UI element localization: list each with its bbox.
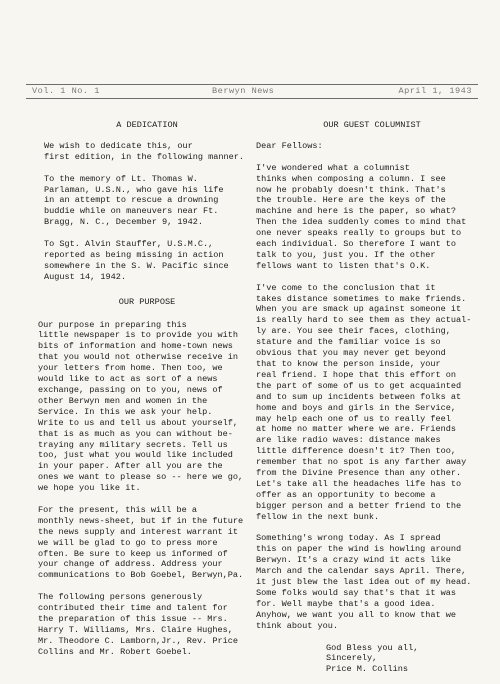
right-column bbox=[256, 120, 478, 675]
signoff: God Bless you all, Sincerely, Price M. Collins bbox=[326, 642, 419, 675]
guest-paragraph-3: Something's wrong today. As I spread this on paper the wind is howling around Berwyn. It's a crazy wind it acts like March and the calendar says April. There, it just blew the last idea out of my head. Some folks would say that's that it was for. Well maybe that's a good idea. Anyhow, we want you all to know that we think about you. bbox=[256, 533, 472, 631]
dedication-heading: A DEDICATION bbox=[116, 120, 178, 130]
purpose-heading: OUR PURPOSE bbox=[118, 296, 176, 307]
guest-columnist-heading: OUR GUEST COLUMNIST bbox=[323, 120, 421, 130]
masthead-bottom-rule bbox=[26, 98, 478, 99]
dedication-intro: We wish to dedicate this, our first edition, in the following manner. bbox=[44, 140, 245, 162]
masthead bbox=[26, 84, 478, 98]
purpose-paragraph-3: The following persons generously contributed their time and talent for the preparation of this issue -- Mrs. Harry T. Williams, Mrs. Claire Hughes, Mr. Theodore C. Lamborn,Jr., Rev. Price Collins and Mr. Robert Goebel. bbox=[38, 592, 239, 657]
masthead-volume: Vol. 1 No. 1 bbox=[32, 86, 100, 96]
masthead-date: April 1, 1943 bbox=[398, 86, 472, 96]
left-column bbox=[38, 120, 256, 669]
purpose-paragraph-1: Our purpose in preparing this little newspaper is to provide you with bits of information and home-town news that you would not otherwise receive in your letters from home. Then too, we would like to act as sort of a news exchange, passing on to you, news of other Berwyn men and women in the Service. In this we ask your help. Write to us and tell us about yourself, that is as much as you can without be- traying any military secrets. Tell us too, just what you would like included in your paper. After all you are the ones we want to please so -- here we go, we hope you like it. bbox=[38, 319, 244, 494]
purpose-paragraph-2: For the present, this will be a monthly news-sheet, but if in the future the news supply and interest warrant it we will be glad to go to press more often. Be sure to keep us informed of your change of address. Address your communications to Bob Goebel, Berwyn,Pa. bbox=[38, 504, 244, 581]
masthead-name: Berwyn News bbox=[212, 86, 275, 96]
guest-paragraph-2: I've come to the conclusion that it takes distance sometimes to make friends. When you are smack up against someone it is really hard to see them as they actual- ly are. You see their faces, clothing, stature and the familiar voice is so obvious that you may never get beyond that to know the person inside, your real friend. I hope that this effort on the part of some of us to get acquainted and to sum up incidents between folks at home and boys and girls in the Service, may help each one of us to really feel at home no matter where we are. Friends are like radio waves: distance makes little difference doesn't it? Then too, remember that no spot is any farther away from the Divine Presence than any other. Let's take all the headaches life has to offer as an opportunity to become a bigger person and a better friend to the fellow in the next bunk. bbox=[256, 282, 472, 522]
dedication-paragraph-1: To the memory of Lt. Thomas W. Parlaman, U.S.N., who gave his life in an attempt to rescue a drowning buddie while on maneuvers near Ft. Bragg, N. C., December 9, 1942. bbox=[44, 173, 224, 228]
dedication-paragraph-2: To Sgt. Alvin Stauffer, U.S.M.C., reported as being missing in action somewhere in the S. W. Pacific since August 14, 1942. bbox=[44, 239, 229, 282]
salutation: Dear Fellows: bbox=[256, 140, 323, 151]
guest-paragraph-1: I've wondered what a columnist thinks when composing a column. I see now he probably doesn't think. That's the trouble. Here are the keys of the machine and here is the paper, so what? Then the idea suddenly comes to mind that one never speaks really to groups but to each individual. So therefore I want to talk to you, just you. If the other fellows want to listen that's O.K. bbox=[256, 162, 467, 271]
